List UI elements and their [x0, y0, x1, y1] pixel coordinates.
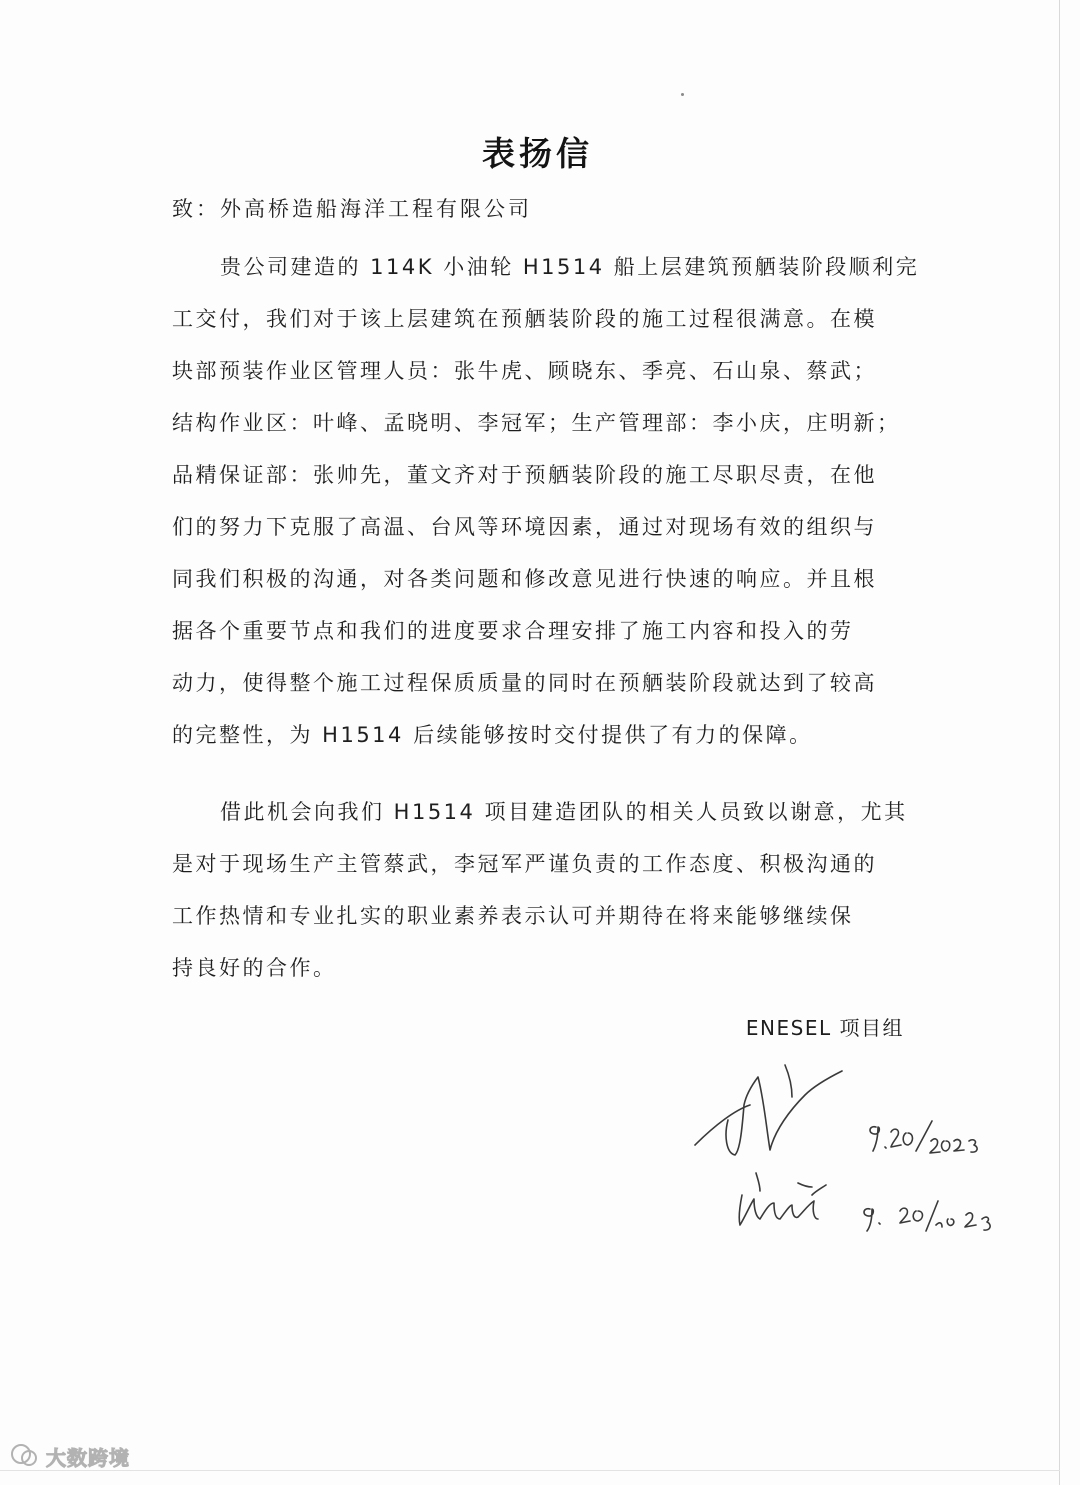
signature-1-stroke: [785, 1065, 792, 1097]
paragraph-line: 是对于现场生产主管蔡武，李冠军严谨负责的工作态度、积极沟通的: [172, 852, 877, 876]
paragraph-line: 块部预装作业区管理人员：张牛虎、顾晓东、季亮、石山泉、蔡武；: [172, 359, 877, 383]
letter-title: 表扬信: [482, 134, 593, 173]
watermark-text: 大数跨境: [46, 1445, 130, 1470]
signature-date-1: [870, 1121, 977, 1153]
paragraph-line: 结构作业区：叶峰、孟晓明、李冠军；生产管理部：李小庆，庄明新；: [172, 411, 901, 435]
handwritten-signatures: [680, 1055, 1020, 1255]
paragraph-line: 据各个重要节点和我们的进度要求合理安排了施工内容和投入的劳: [172, 619, 854, 643]
paragraph-line: 贵公司建造的 114K 小油轮 H1514 船上层建筑预舾装阶段顺利完: [220, 255, 920, 279]
paragraph-line: 品精保证部：张帅先，董文齐对于预舾装阶段的施工尽职尽责，在他: [172, 463, 877, 487]
signature-2-stroke: [739, 1195, 818, 1225]
paper-speck: [681, 93, 684, 96]
letter-paragraph-1: [172, 241, 919, 761]
page-edge-right: [1059, 0, 1060, 1485]
paragraph-line: 的完整性，为 H1514 后续能够按时交付提供了有力的保障。: [172, 723, 813, 747]
letter-paragraph-2: [172, 786, 908, 994]
paragraph-line: 工交付，我们对于该上层建筑在预舾装阶段的施工过程很满意。在模: [172, 307, 877, 331]
paragraph-line: 动力，使得整个施工过程保质质量的同时在预舾装阶段就达到了较高: [172, 671, 877, 695]
watermark: [8, 1438, 130, 1474]
letter-salutation: 致：外高桥造船海洋工程有限公司: [172, 197, 532, 221]
letter-signoff: ENESEL 项目组: [745, 1016, 904, 1040]
paragraph-line: 持良好的合作。: [172, 956, 337, 980]
signature-2-stroke: [756, 1173, 826, 1195]
chat-bubble-icon: [8, 1440, 40, 1472]
signature-1-stroke: [695, 1071, 842, 1155]
signature-date-2: [864, 1201, 990, 1231]
paragraph-line: 同我们积极的沟通，对各类问题和修改意见进行快速的响应。并且根: [172, 567, 877, 591]
paragraph-line: 借此机会向我们 H1514 项目建造团队的相关人员致以谢意，尤其: [220, 800, 908, 824]
paragraph-line: 工作热情和专业扎实的职业素养表示认可并期待在将来能够继续保: [172, 904, 854, 928]
page-edge-bottom: [0, 1470, 1060, 1471]
paragraph-line: 们的努力下克服了高温、台风等环境因素，通过对现场有效的组织与: [172, 515, 877, 539]
